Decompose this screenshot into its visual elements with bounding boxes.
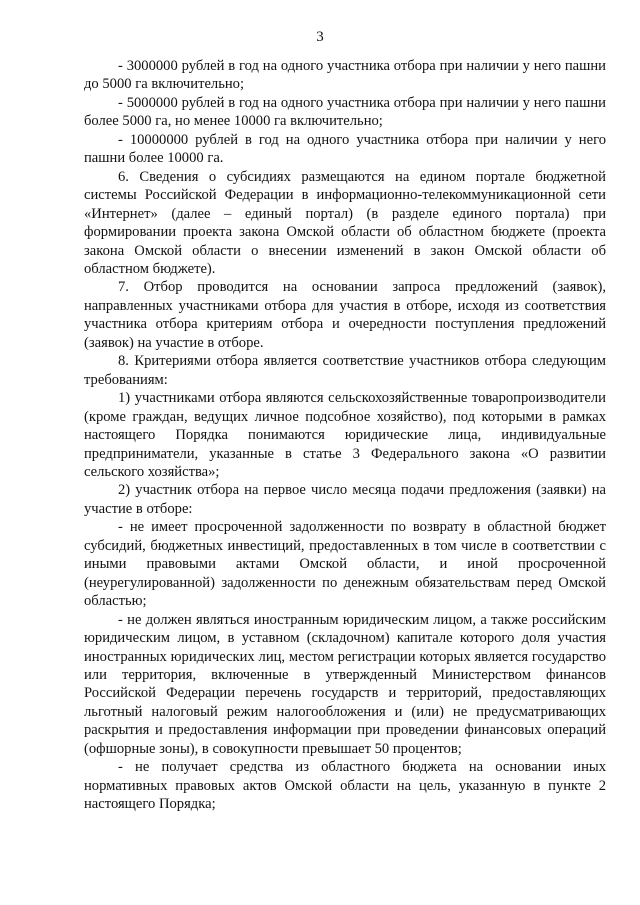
bullet-paragraph-5m: - 5000000 рублей в год на одного участника отбора при наличии у него пашни более 5000 га, но менее 10000 га включительно; (84, 94, 606, 130)
bullet-paragraph-10m: - 10000000 рублей в год на одного участника отбора при наличии у него пашни более 10000 га. (84, 131, 606, 167)
bullet-no-overdue-debt: - не имеет просроченной задолженности по возврату в областной бюджет субсидий, бюджетных инвестиций, предоставленных в том числе в соответствии с иными правовыми актами Омской области, и иной просроченной (неурегулированной) задолженности по денежным обязательствам перед Омской областью; (84, 519, 606, 610)
paragraph-subitem-2: 2) участник отбора на первое число месяца подачи предложения (заявки) на участие в отборе: (84, 482, 606, 517)
document-body (84, 57, 606, 814)
bullet-paragraph-3m: - 3000000 рублей в год на одного участника отбора при наличии у него пашни до 5000 га включительно; (84, 58, 606, 93)
page-number: 3 (316, 29, 324, 45)
bullet-not-foreign-entity: - не должен являться иностранным юридическим лицом, а также российским юридическим лицом, в уставном (складочном) капитале которого доля участия иностранных юридических лиц, местом регистрации которых является государство или территория, включенные в утвержденный Министерством финансов Российской Федерации перечень государств и территорий, предоставляющих льготный налоговый режим налогообложения и (или) не предусматривающих раскрытия и предоставления информации при проведении финансовых операций (офшорные зоны), в совокупности превышает 50 процентов; (84, 611, 606, 757)
paragraph-item-6: 6. Сведения о субсидиях размещаются на едином портале бюджетной системы Российской Федерации в информационно-телекоммуникационной сети «Интернет» (далее – единый портал) (в разделе единого портала) при формировании проекта закона Омской области об областном бюджете (проекта закона Омской области о внесении изменений в закон Омской области об областном бюджете). (84, 168, 606, 277)
bullet-no-other-funds: - не получает средства из областного бюджета на основании иных нормативных правовых актов Омской области на цель, указанную в пункте 2 настоящего Порядка; (84, 759, 606, 813)
paragraph-item-8: 8. Критериями отбора является соответствие участников отбора следующим требованиям: (84, 353, 606, 388)
paragraph-subitem-1: 1) участниками отбора являются сельскохозяйственные товаропроизводители (кроме граждан, ведущих личное подсобное хозяйство), под которыми в рамках настоящего Порядка понимаются юридические лица, индивидуальные предприниматели, указанные в статье 3 Федерального закона «О развитии сельского хозяйства»; (84, 390, 606, 480)
paragraph-item-7: 7. Отбор проводится на основании запроса предложений (заявок), направленных участниками отбора для участия в отборе, исходя из соответствия участника отбора критериям отбора и очередности поступления предложений (заявок) на участие в отборе. (84, 279, 606, 351)
